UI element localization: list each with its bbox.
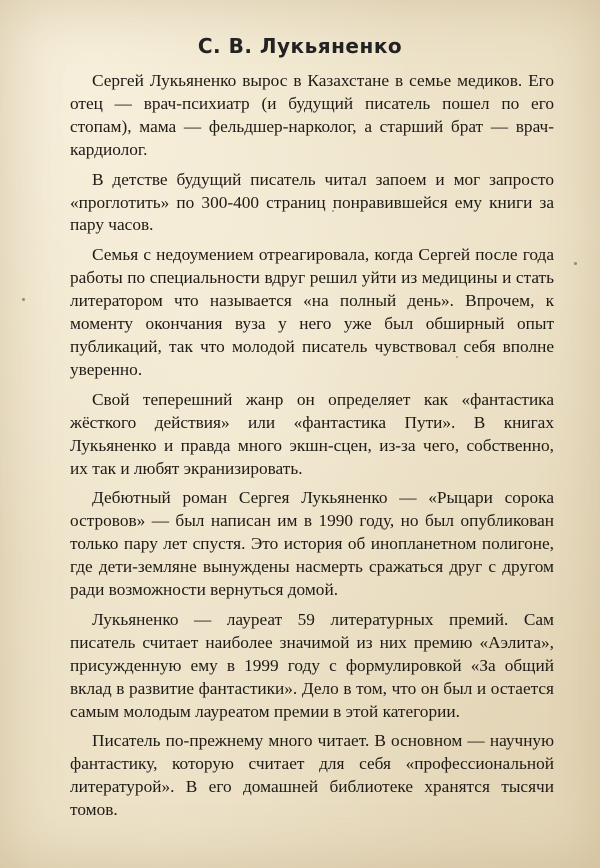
paragraph: Сергей Лукьяненко вырос в Казахстане в семье медиков. Его отец — врач-психиатр (и будущий писатель пошел по его стопам), мама — фельдшер-нарколог, а старший брат — врач-кардиолог. bbox=[70, 71, 554, 159]
paragraph: Писатель по-прежнему много читает. В основном — научную фантастику, которую считает для себя «профессиональной литературой». В его домашней библиотеке хранятся тысячи томов. bbox=[70, 731, 554, 820]
paper-speck bbox=[22, 298, 25, 301]
article-body bbox=[70, 70, 554, 829]
paragraph: В детстве будущий писатель читал запоем и мог запросто «проглотить» по 300-400 страниц понравившейся ему книги за пару часов. bbox=[70, 169, 554, 235]
paper-speck bbox=[574, 262, 577, 265]
paragraph: Лукьяненко — лауреат 59 литературных премий. Сам писатель считает наиболее значимой из них премию «Аэлита», присужденную ему в 1999 году с формулировкой «За общий вклад в развитие фантастики». Дело в том, что он был и остается самым молодым лауреатом премии в этой категории. bbox=[70, 609, 554, 721]
paragraph: Дебютный роман Сергея Лукьяненко — «Рыцари сорока островов» — был написан им в 1990 году, но был опубликован только пару лет спустя. Это история об инопланетном полигоне, где дети-земляне вынуждены насмерть сражаться друг с другом ради возможности вернуться домой. bbox=[70, 488, 554, 600]
paragraph: Семья с недоумением отреагировала, когда Сергей после года работы по специальности вдруг решил уйти из медицины и стать литератором что называется «на полный день». Впрочем, к моменту окончания вуза у него уже был обширный опыт публикаций, так что молодой писатель чувствовал себя вполне уверенно. bbox=[70, 245, 554, 379]
page-title: С. В. Лукьяненко bbox=[197, 34, 403, 58]
paragraph: Свой теперешний жанр он определяет как «фантастика жёсткого действия» или «фантастика Пути». В книгах Лукьяненко и правда много экшн-сцен, из-за чего, собственно, их так и любят экранизировать. bbox=[70, 389, 554, 478]
